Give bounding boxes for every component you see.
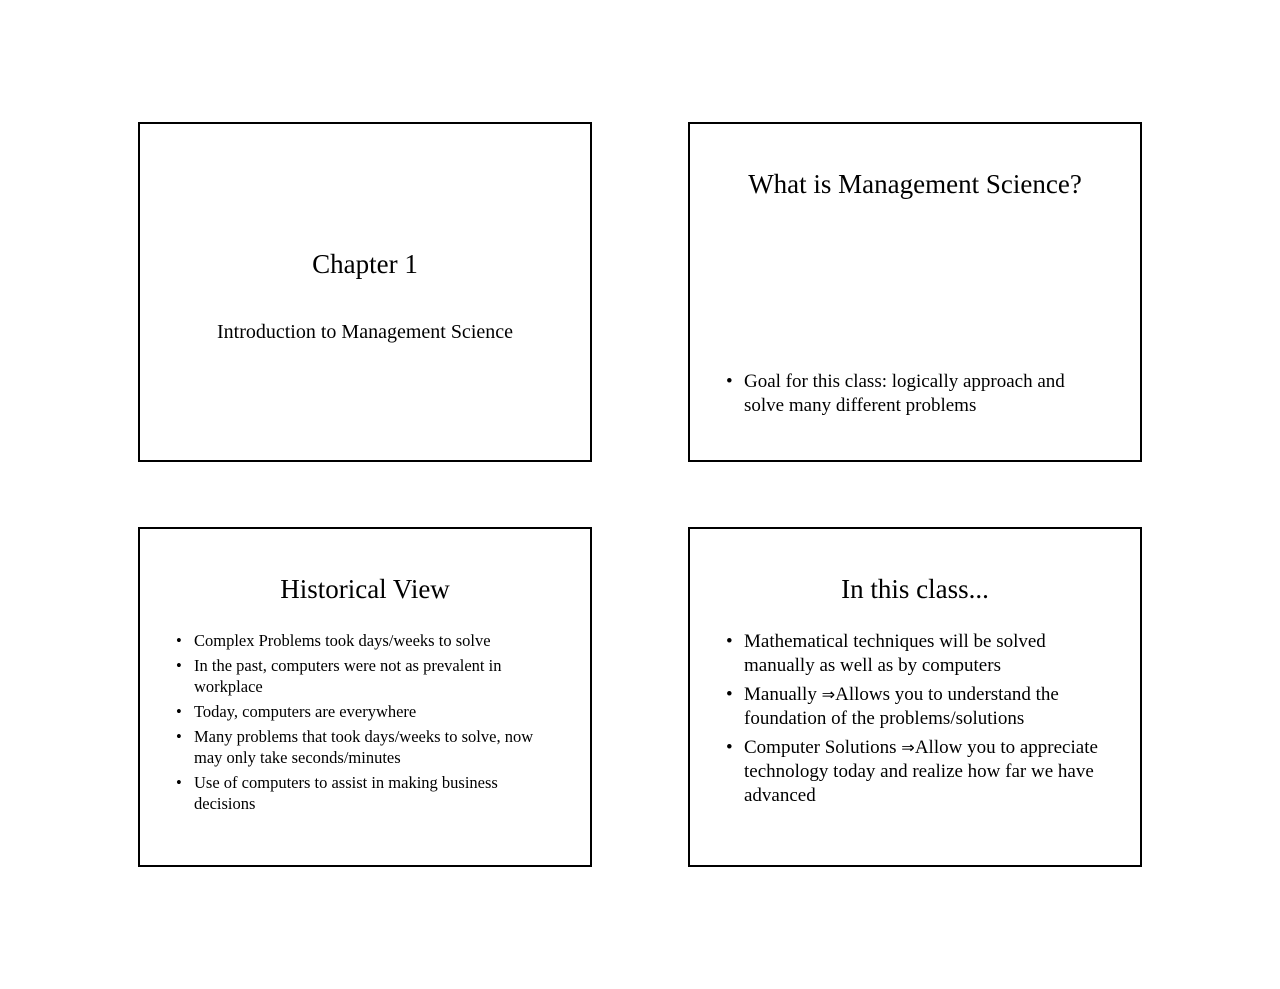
implies-arrow-icon: ⇒: [901, 738, 915, 757]
slide-chapter-1: [138, 122, 592, 462]
slide-title: In this class...: [841, 574, 989, 604]
implies-arrow-icon: ⇒: [821, 685, 836, 704]
bullet-item: • Goal for this class: logically approach and solve many different problems: [726, 370, 1104, 418]
bullet-item: [726, 736, 1104, 808]
bullet-item: • Today, computers are everywhere: [176, 701, 550, 722]
bullet-item: • Use of computers to assist in making business decisions: [176, 772, 550, 814]
slide-title: Chapter 1: [312, 249, 418, 279]
bullet-item: • Complex Problems took days/weeks to solve: [176, 630, 550, 651]
slide-subtitle: Introduction to Management Science: [216, 321, 513, 343]
slide-what-is-management-science: [688, 122, 1142, 462]
bullet-rest: Allow you to appreciate technology today and realize how far we have advanced: [744, 737, 1098, 806]
bullet-lead: Manually: [744, 684, 822, 705]
slide-title: Historical View: [280, 574, 450, 604]
slide-in-this-class: [688, 527, 1142, 867]
bullet-item: [726, 683, 1104, 731]
bullet-list: [726, 630, 1104, 813]
bullet-rest: Allows you to understand the foundation of the problems/solutions: [744, 684, 1059, 729]
bullet-item: • Many problems that took days/weeks to solve, now may only take seconds/minutes: [176, 726, 550, 768]
bullet-item: • In the past, computers were not as prevalent in workplace: [176, 655, 550, 697]
slide-title: What is Management Science?: [748, 169, 1082, 199]
bullet-list: [176, 630, 550, 818]
bullet-list: [726, 370, 1104, 418]
bullet-lead: Computer Solutions: [744, 737, 902, 758]
bullet-item: • Mathematical techniques will be solved manually as well as by computers: [726, 630, 1104, 678]
slide-historical-view: [138, 527, 592, 867]
